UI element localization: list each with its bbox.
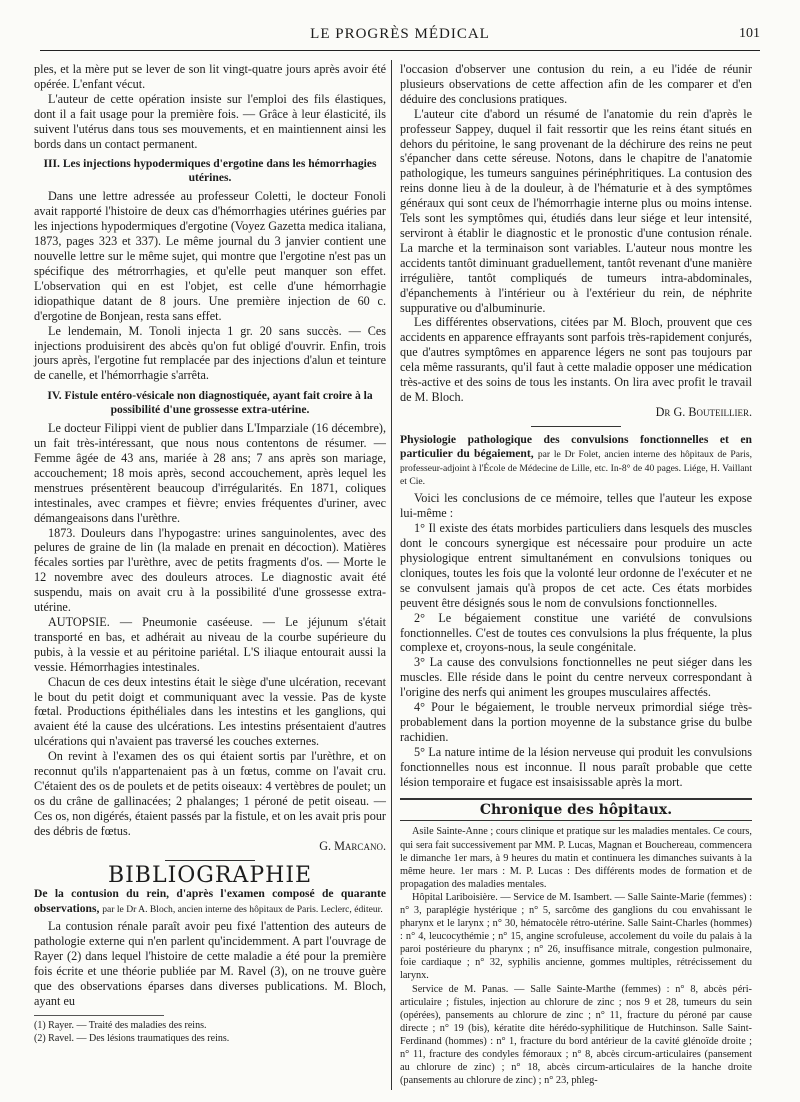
chronicle-heading: Chronique des hôpitaux. [400,798,752,822]
section-title: IV. Fistule entéro-vésicale non diagnostiquée, ayant fait croire à la possibilité d'une grossesse extra-utérine. [47,389,373,416]
paragraph: ples, et la mère put se lever de son lit vingt-quatre jours après avoir été opérée. L'enfant vécut. [34,62,386,91]
paragraph: 2° Le bégaiement constitue une variété de convulsions fonctionnelles. C'est de toutes ces convulsions la plus fréquente, la plus complexe et, croyons-nous, la seule congénitale. [400,610,752,655]
paragraph: Hôpital Lariboisière. — Service de M. Isambert. — Salle Sainte-Marie (femmes) : n° 3, paraplégie hystérique ; n° 5, sarcôme des ganglions du cou envahissant le pharynx et le larynx ; n° 30, hématocèle rétro-utérine. Salle Saint-Charles (hommes) : n° 4, leucocythémie ; n° 15, angine scrofuleuse, accolement du voile du palais à la paroi postérieure du pharynx ; n° 26, insuffisance mitrale, congestion pulmonaire, foie cardiaque ; n° 32, syphilis ancienne, gommes multiples, rétrécissement du larynx. [400,891,752,982]
book-entry-heading [400,433,752,489]
paragraph: 1° Il existe des états morbides particuliers dans lesquels des muscles dont le concours synergique est nécessaire pour produire un acte physiologique entrent simultanément en convulsions toniques ou cloniques, toutes les fois que la volonté leur ordonne de l'exécuter et ne se convulsent jamais qu'à propos de cet acte. Ces états morbides peuvent être désignés sous le nom de convulsions fonctionnelles. [400,521,752,610]
paragraph: 5° La nature intime de la lésion nerveuse qui produit les convulsions fonctionnelles nous est inconnue. Il nous paraît probable que cette lésion temporaire et fugace est insaisissable après la mort. [400,744,752,789]
signature: Dr G. Bouteillier. [655,404,752,419]
book-meta: par le Dr A. Bloch, ancien interne des hôpitaux de Paris. Leclerc, éditeur. [102,903,383,915]
paragraph: La contusion rénale paraît avoir peu fixé l'attention des auteurs de pathologie externe qui n'en parlent qu'incidemment. A part l'ouvrage de Rayer (2) dans lequel l'histoire de cette maladie a été pour la première fois écrite et une théorie publiée par M. Ravel (3), on ne trouve guère que des observations éparses dans diverses publications. M. Bloch, ayant eu [34,919,386,1008]
section-title: III. Les injections hypodermiques d'ergotine dans les hémorrhagies utérines. [43,157,377,184]
separator [531,426,621,427]
paragraph: Service de M. Panas. — Salle Sainte-Marthe (femmes) : n° 8, abcès péri-articulaire ; fistules, injection au chlorure de zinc ; nos 9 et 28, tumeurs du sein (opérées), pansements au chlorure de zinc ; n° 11, fracture du péroné par cause directe ; n° 19 (bis), kératite dite hérédo-syphilitique de Hutchinson. Salle Saint-Ferdinand (hommes) : n° 1, fracture du bord antérieur de la cavité glénoïde droite ; n° 11, fracture des condyles fémoraux ; n° 8, abcès circum-articulaires (pansement au chlorure de zinc) ; n° 18, abcès circum-articulaires de la hanche droite (pansements au chlorure de zinc) ; n° 23, phleg- [400,983,752,1087]
footnote: (1) Rayer. — Traité des maladies des reins. [34,1019,207,1031]
book-title: Physiologie pathologique des convulsions fonctionnelles et en particulier du bégaiement, [400,432,752,461]
paragraph: Asile Sainte-Anne ; cours clinique et pratique sur les maladies mentales. Ce cours, qui sera fait successivement par MM. P. Lucas, Magnan et Bouchereau, commencera le dimanche 1er mars, à 9 heures du matin et continuera les dimanches suivants à la même heure. 1er mars : M. P. Lucas : Des différents modes de formation et de propagation des maladies mentales. [400,826,752,890]
paragraph: Les différentes observations, citées par M. Bloch, prouvent que ces accidents en apparence effrayants sont parfois très-rapidement conjurés, que d'autres symptômes en apparence légers ne sont pas toujours par cela même rassurants, qu'il faut à cette maladie opposer une médication très-active et des soins de tous les instants. On lira avec profit le travail de M. Bloch. [400,315,752,404]
paragraph: Voici les conclusions de ce mémoire, telles que l'auteur les expose lui-même : [400,491,752,521]
paragraph: l'occasion d'observer une contusion du rein, a eu l'idée de réunir plusieurs observations de cette affection afin de les comparer et d'en déduire des conclusions pratiques. [400,62,752,106]
book-entry-heading [34,887,386,916]
footnote: (2) Ravel. — Des lésions traumatiques des reins. [34,1032,230,1044]
footnotes [34,1015,230,1045]
book-meta: par le Dr Folet, ancien interne des hôpitaux de Paris, professeur-adjoint à l'École de Médecine de Lille, etc. In-8° de 40 pages. Liége, H. Vaillant et Cie. [400,449,752,487]
paragraph: Chacun de ces deux intestins était le siège d'une ulcération, recevant le bout du petit doigt et communiquant avec la vessie. Pas de kyste fœtal. Productions épithéliales dans les intestins et les ganglions, qui avaient été la cause des ulcérations. Les intestins présentaient d'autres ulcérations qui n'avaient pas traversé les couches externes. [34,674,386,749]
paragraph: 3° La cause des convulsions fonctionnelles ne peut siéger dans les muscles. Elle réside dans le point du centre nerveux correspondant à l'origine des nerfs qui animent les groupes musculaires affectés. [400,655,752,700]
paragraph: AUTOPSIE. — Pneumonie caséeuse. — Le jéjunum s'était transporté en bas, et adhérait au niveau de la courbe supérieure du pubis, à la vessie et au péritoine pariétal. L'S iliaque entourait aussi la vessie. Hémorrhagies intestinales. [34,615,386,674]
bibliography-heading: BIBLIOGRAPHIE [107,862,313,888]
paragraph: On revint à l'examen des os qui étaient sortis par l'urèthre, et on reconnut qu'ils n'appartenaient pas à un fœtus, comme on l'avait cru. C'étaient des os de poulets et de petits oiseaux: 4 vertèbres de poulet; un os du crâne de gallinacées; 2 phalanges; 1 péroné de petit oiseau. — Ces os, non digérés, étaient passés par la fistule, et on les avait pris pour des débris de fœtus. [34,749,386,838]
paragraph: L'auteur cite d'abord un résumé de l'anatomie du rein d'après le professeur Sappey, duquel il fait ressortir que les reins étant situés en dehors du péritoine, le sang provenant de la déchirure des reins ne peut s'épancher dans cette séreuse. Notons, dans le chapitre de l'anatomie pathologique, les tumeurs sanguines périnéphritiques. La contusion des reins donne lieu à de la douleur, à de l'hématurie et à des symptômes généraux qui sont ceux de l'hémorrhagie interne plus ou moins intense. Tels sont les symptômes qui, étudiés dans leur siége et leur intensité, serviront à établir le diagnostic et le pronostic d'une contusion rénale. La marche et la terminaison sont variables. L'auteur nous montre les accidents tantôt diminuant graduellement, tantôt revenant d'une manière irrégulière, tantôt compliqués de tumeurs intra-abdominales, d'épanchements à l'intérieur ou à l'extérieur du rein, de néphrite suppurative ou d'albuminurie. [400,106,752,315]
signature: G. Marcano. [319,838,386,853]
paragraph: Dans une lettre adressée au professeur Coletti, le docteur Fonoli avait rapporté l'histoire de deux cas d'hémorrhagies utérines guéries par les injections hypodermiques d'ergotine (Voyez Gazetta medica italiana, 1873, pages 323 et 337). Le même journal du 3 janvier contient une nouvelle lettre sur le même sujet, qui montre que l'ergotine n'est pas un spécifique des métrorrhagies, et qu'elle peut manquer son effet. L'observation qui en est l'objet, est celle d'une hémorrhagie idiopathique datant de 8 jours. Une première injection de 60 c. d'ergotine de Bonjean, resta sans effet. [34,189,386,323]
paragraph: 1873. Douleurs dans l'hypogastre: urines sanguinolentes, avec des pelures de graine de lin (la malade en prenait en décoction). Matières fécales sorties par l'urèthre, avec de petits fragments d'os. — Morte le 12 novembre avec des douleurs atroces. Le diagnostic avait été suspendu, mais on avait cru à la possibilité d'une grossesse extra-utérine. [34,525,386,615]
journal-title: LE PROGRÈS MÉDICAL [310,26,490,42]
paragraph: L'auteur de cette opération insiste sur l'emploi des fils élastiques, dont il a fait usage pour la première fois. — Grâce à leur élasticité, ils suivent l'utérus dans tous ses mouvements, et en maintiennent ainsi les bords dans un contact permanent. [34,91,386,151]
paragraph: Le docteur Filippi vient de publier dans L'Imparziale (16 décembre), un fait très-intéressant, que nous nous contentons de résumer. — Femme âgée de 43 ans, mariée à 28 ans; 7 ans après son mariage, accouchement; 18 mois après, second accouchement, après lequel les menstrues présentèrent beaucoup d'irrégularités. En 1871, coliques intestinales, avec crampes et fièvre; envies fréquentes d'uriner, avec démangeaisons dans l'urèthre. [34,421,386,525]
right-column [400,62,752,1087]
left-column [34,62,386,1045]
paragraph: Le lendemain, M. Tonoli injecta 1 gr. 20 sans succès. — Ces injections produisirent des abcès qu'on fut obligé d'ouvrir. Enfin, trois jours après, l'ergotine fut remplacée par des injections d'alun et teinture de canelle, et l'hémorrhagie s'arrêta. [34,323,386,383]
book-title: De la contusion du rein, d'après l'examen composé de quarante observations, [34,887,386,915]
chronicle-body [400,825,752,1087]
page-header [40,26,760,46]
separator [165,860,255,861]
header-rule [40,50,760,51]
page-number: 101 [739,26,760,41]
paragraph: 4° Pour le bégaiement, le trouble nerveux primordial siége très-probablement dans la portion moyenne de la substance grise du bulbe rachidien. [400,700,752,744]
column-divider [391,60,392,1090]
